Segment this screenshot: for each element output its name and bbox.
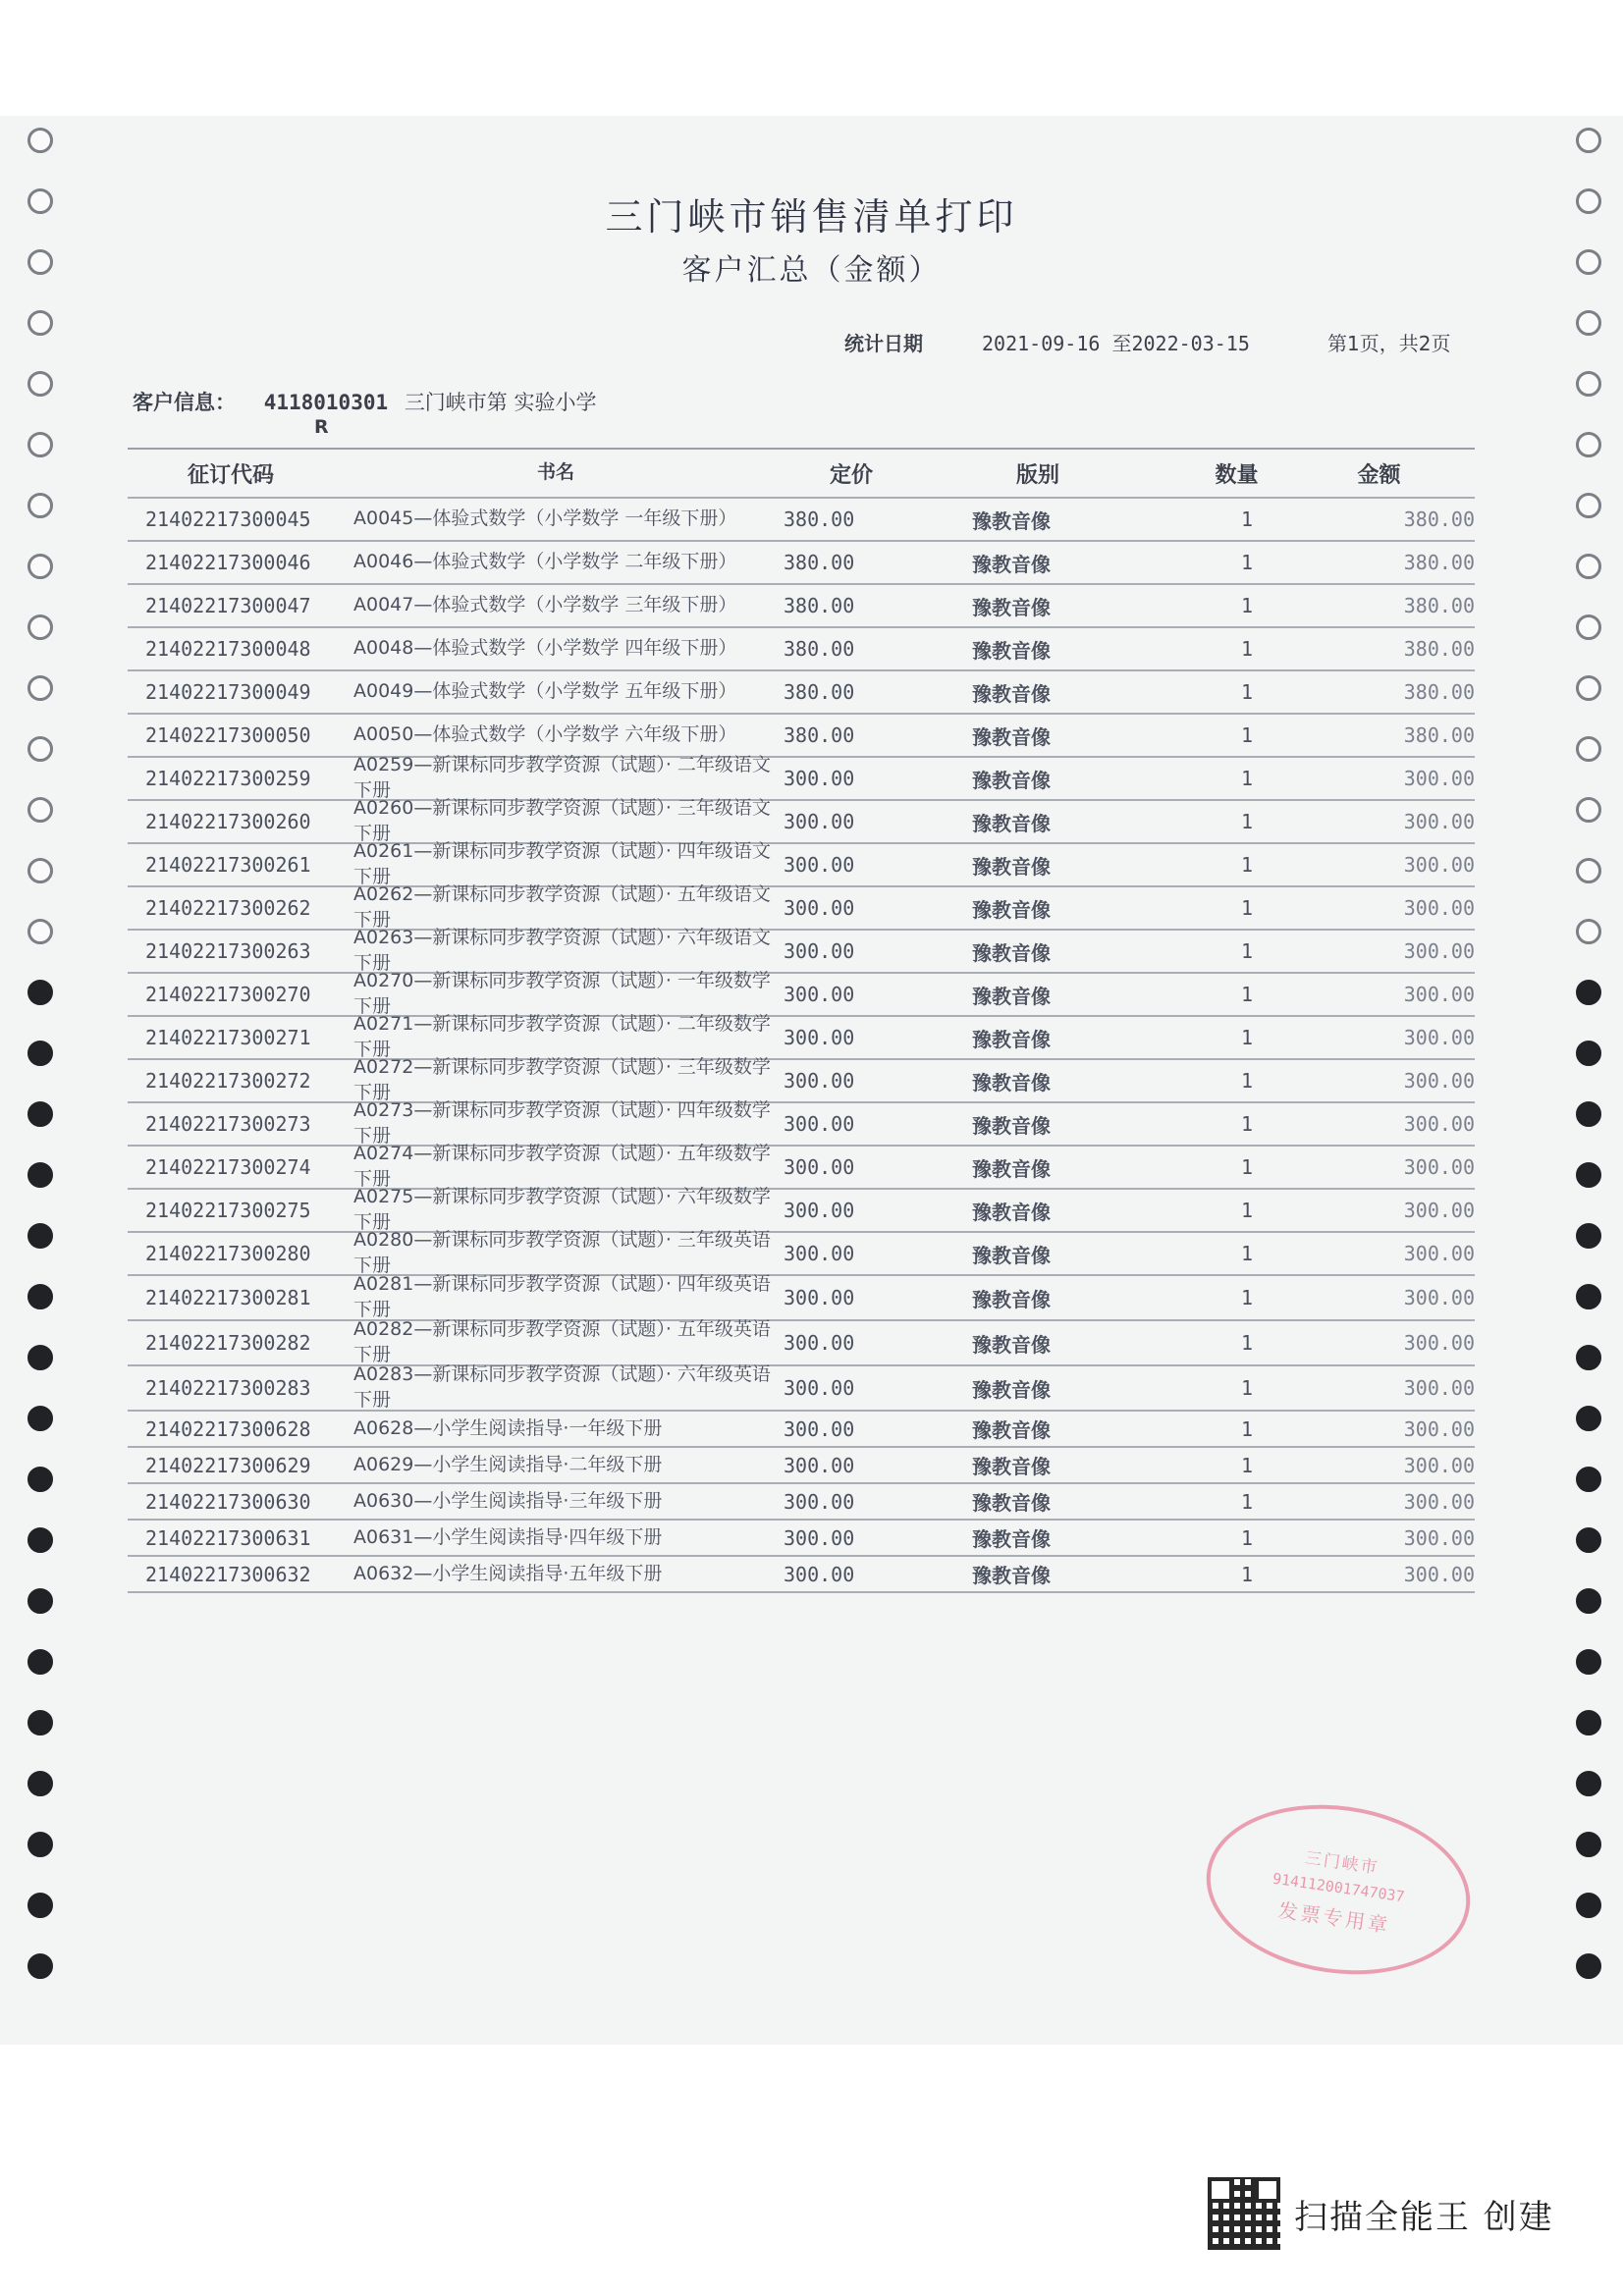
table-row xyxy=(128,1363,1475,1412)
row-price: 300.00 xyxy=(784,1453,855,1477)
row-price: 300.00 xyxy=(784,767,855,790)
row-qty: 1 xyxy=(1241,1242,1254,1265)
row-publisher: 豫教音像 xyxy=(972,724,1051,749)
table-row xyxy=(128,542,1475,585)
stat-date-range: 2021-09-16 至2022-03-15 xyxy=(982,332,1250,355)
row-name: A0630—小学生阅读指导·三年级下册 xyxy=(353,1489,663,1512)
feed-hole-icon xyxy=(27,1771,53,1796)
row-name: A0271—新课标同步教学资源（试题）· 二年级数学下册 xyxy=(353,1013,771,1060)
row-amount: 300.00 xyxy=(1403,1331,1475,1355)
row-name: A0050—体验式数学（小学数学 六年级下册） xyxy=(353,723,737,746)
feed-hole-icon xyxy=(27,1527,53,1553)
feed-hole-icon xyxy=(27,128,53,153)
row-code: 21402217300049 xyxy=(145,680,311,704)
row-name: A0273—新课标同步教学资源（试题）· 四年级数学下册 xyxy=(353,1099,771,1147)
row-amount: 300.00 xyxy=(1403,1453,1475,1477)
row-publisher: 豫教音像 xyxy=(972,1027,1051,1051)
row-amount: 300.00 xyxy=(1403,983,1475,1006)
row-publisher: 豫教音像 xyxy=(972,1418,1051,1442)
row-qty: 1 xyxy=(1241,939,1254,963)
feed-hole-icon xyxy=(1576,1953,1601,1979)
row-publisher: 豫教音像 xyxy=(972,1156,1051,1181)
table-row xyxy=(128,499,1475,542)
row-amount: 300.00 xyxy=(1403,810,1475,833)
table-row xyxy=(128,1229,1475,1276)
row-qty: 1 xyxy=(1241,637,1254,661)
row-name: A0261—新课标同步教学资源（试题）· 四年级语文下册 xyxy=(353,840,771,887)
row-price: 300.00 xyxy=(784,1199,855,1222)
row-name: A0281—新课标同步教学资源（试题）· 四年级英语下册 xyxy=(353,1273,771,1320)
row-qty: 1 xyxy=(1241,680,1254,704)
row-name: A0631—小学生阅读指导·四年级下册 xyxy=(353,1525,663,1548)
row-price: 380.00 xyxy=(784,507,855,531)
row-name: A0632—小学生阅读指导·五年级下册 xyxy=(353,1562,663,1584)
row-amount: 380.00 xyxy=(1403,594,1475,617)
row-amount: 300.00 xyxy=(1403,1155,1475,1179)
feed-hole-icon xyxy=(27,1710,53,1735)
header-publisher: 版别 xyxy=(1015,462,1059,488)
row-code: 21402217300262 xyxy=(145,896,311,920)
feed-hole-icon xyxy=(1576,1588,1601,1614)
row-amount: 380.00 xyxy=(1403,723,1475,747)
row-code: 21402217300629 xyxy=(145,1453,311,1477)
row-price: 300.00 xyxy=(784,1155,855,1179)
scanner-watermark xyxy=(1208,2177,1554,2250)
feed-hole-icon xyxy=(1576,128,1601,153)
row-price: 380.00 xyxy=(784,594,855,617)
feed-hole-icon xyxy=(1576,1284,1601,1309)
table-row xyxy=(128,1448,1475,1484)
feed-hole-icon xyxy=(1576,310,1601,336)
row-name: A0270—新课标同步教学资源（试题）· 一年级数学下册 xyxy=(353,970,771,1017)
left-tractor-feed-strip xyxy=(10,128,69,2042)
row-amount: 380.00 xyxy=(1403,551,1475,574)
row-publisher: 豫教音像 xyxy=(972,508,1051,533)
row-qty: 1 xyxy=(1241,853,1254,877)
table-row xyxy=(128,1056,1475,1103)
row-publisher: 豫教音像 xyxy=(972,552,1051,576)
row-name: A0262—新课标同步教学资源（试题）· 五年级语文下册 xyxy=(353,883,771,931)
row-amount: 300.00 xyxy=(1403,1286,1475,1309)
feed-hole-icon xyxy=(27,310,53,336)
table-row xyxy=(128,1099,1475,1147)
feed-hole-icon xyxy=(27,1649,53,1675)
row-amount: 380.00 xyxy=(1403,637,1475,661)
row-amount: 300.00 xyxy=(1403,1112,1475,1136)
feed-hole-icon xyxy=(1576,371,1601,397)
row-price: 300.00 xyxy=(784,810,855,833)
table-row xyxy=(128,927,1475,974)
feed-hole-icon xyxy=(27,614,53,640)
row-code: 21402217300283 xyxy=(145,1376,311,1400)
row-publisher: 豫教音像 xyxy=(972,1491,1051,1515)
row-name: A0260—新课标同步教学资源（试题）· 三年级语文下册 xyxy=(353,797,771,844)
table-row xyxy=(128,797,1475,844)
feed-hole-icon xyxy=(1576,1223,1601,1249)
header-price: 定价 xyxy=(829,462,873,488)
feed-hole-icon xyxy=(27,919,53,944)
sales-table xyxy=(128,448,1475,1593)
row-publisher: 豫教音像 xyxy=(972,854,1051,879)
row-name: A0049—体验式数学（小学数学 五年级下册） xyxy=(353,680,737,703)
row-publisher: 豫教音像 xyxy=(972,1332,1051,1357)
row-publisher: 豫教音像 xyxy=(972,1070,1051,1095)
row-amount: 300.00 xyxy=(1403,1416,1475,1441)
row-code: 21402217300048 xyxy=(145,637,311,661)
feed-hole-icon xyxy=(1576,1527,1601,1553)
row-amount: 300.00 xyxy=(1403,1026,1475,1049)
row-qty: 1 xyxy=(1241,1416,1254,1441)
row-amount: 380.00 xyxy=(1403,680,1475,704)
row-price: 380.00 xyxy=(784,551,855,574)
row-code: 21402217300628 xyxy=(145,1416,311,1441)
row-publisher: 豫教音像 xyxy=(972,1287,1051,1311)
row-code: 21402217300046 xyxy=(145,551,311,574)
row-code: 21402217300260 xyxy=(145,810,311,833)
row-qty: 1 xyxy=(1241,507,1254,531)
feed-hole-icon xyxy=(1576,1467,1601,1492)
row-amount: 300.00 xyxy=(1403,1242,1475,1265)
table-row xyxy=(128,628,1475,671)
row-code: 21402217300272 xyxy=(145,1069,311,1093)
row-qty: 1 xyxy=(1241,1453,1254,1477)
row-code: 21402217300282 xyxy=(145,1331,311,1355)
table-row xyxy=(128,1521,1475,1557)
watermark-text: 扫描全能王 创建 xyxy=(1294,2197,1554,2237)
row-name: A0280—新课标同步教学资源（试题）· 三年级英语下册 xyxy=(353,1229,771,1276)
row-code: 21402217300261 xyxy=(145,853,311,877)
table-row xyxy=(128,970,1475,1017)
row-code: 21402217300050 xyxy=(145,723,311,747)
table-row xyxy=(128,1557,1475,1593)
row-qty: 1 xyxy=(1241,1199,1254,1222)
row-name: A0045—体验式数学（小学数学 一年级下册） xyxy=(353,507,737,530)
customer-suffix: R xyxy=(314,416,329,438)
row-amount: 300.00 xyxy=(1403,1489,1475,1514)
row-name: A0274—新课标同步教学资源（试题）· 五年级数学下册 xyxy=(353,1143,771,1190)
feed-hole-icon xyxy=(27,736,53,762)
row-publisher: 豫教音像 xyxy=(972,1243,1051,1267)
row-price: 380.00 xyxy=(784,680,855,704)
row-qty: 1 xyxy=(1241,1489,1254,1514)
stamp-line1: 三门峡市 xyxy=(1303,1848,1380,1879)
row-publisher: 豫教音像 xyxy=(972,1527,1051,1551)
row-name: A0047—体验式数学（小学数学 三年级下册） xyxy=(353,594,737,616)
row-name: A0048—体验式数学（小学数学 四年级下册） xyxy=(353,637,737,660)
row-qty: 1 xyxy=(1241,1155,1254,1179)
row-qty: 1 xyxy=(1241,1376,1254,1400)
feed-hole-icon xyxy=(27,1832,53,1857)
row-name: A0629—小学生阅读指导·二年级下册 xyxy=(353,1453,663,1475)
row-code: 21402217300280 xyxy=(145,1242,311,1265)
row-qty: 1 xyxy=(1241,594,1254,617)
row-publisher: 豫教音像 xyxy=(972,1455,1051,1478)
row-qty: 1 xyxy=(1241,1562,1254,1586)
feed-hole-icon xyxy=(1576,432,1601,457)
row-qty: 1 xyxy=(1241,1286,1254,1309)
row-code: 21402217300045 xyxy=(145,507,311,531)
feed-hole-icon xyxy=(1576,980,1601,1005)
row-publisher: 豫教音像 xyxy=(972,1113,1051,1138)
feed-hole-icon xyxy=(27,1162,53,1188)
row-code: 21402217300271 xyxy=(145,1026,311,1049)
document-subtitle: 客户汇总（金额） xyxy=(681,253,942,288)
feed-hole-icon xyxy=(1576,1406,1601,1431)
table-row xyxy=(128,1318,1475,1366)
row-amount: 380.00 xyxy=(1403,507,1475,531)
row-name: A0283—新课标同步教学资源（试题）· 六年级英语下册 xyxy=(353,1363,771,1411)
feed-hole-icon xyxy=(27,1284,53,1309)
row-name: A0628—小学生阅读指导·一年级下册 xyxy=(353,1416,663,1439)
row-publisher: 豫教音像 xyxy=(972,1564,1051,1587)
row-name: A0259—新课标同步教学资源（试题）· 二年级语文下册 xyxy=(353,754,771,801)
table-row xyxy=(128,840,1475,887)
table-row xyxy=(128,1013,1475,1060)
feed-hole-icon xyxy=(1576,493,1601,518)
row-amount: 300.00 xyxy=(1403,1199,1475,1222)
row-publisher: 豫教音像 xyxy=(972,984,1051,1008)
row-price: 300.00 xyxy=(784,1112,855,1136)
feed-hole-icon xyxy=(27,1041,53,1066)
row-code: 21402217300273 xyxy=(145,1112,311,1136)
row-amount: 300.00 xyxy=(1403,1376,1475,1400)
row-qty: 1 xyxy=(1241,810,1254,833)
row-price: 300.00 xyxy=(784,1376,855,1400)
table-row xyxy=(128,883,1475,931)
row-qty: 1 xyxy=(1241,1112,1254,1136)
feed-hole-icon xyxy=(1576,554,1601,579)
header-code: 征订代码 xyxy=(187,461,274,488)
feed-hole-icon xyxy=(1576,1893,1601,1918)
row-publisher: 豫教音像 xyxy=(972,638,1051,663)
document-title: 三门峡市销售清单打印 xyxy=(605,195,1018,239)
feed-hole-icon xyxy=(1576,919,1601,944)
row-price: 300.00 xyxy=(784,853,855,877)
row-name: A0272—新课标同步教学资源（试题）· 三年级数学下册 xyxy=(353,1056,771,1103)
row-price: 300.00 xyxy=(784,1489,855,1514)
feed-hole-icon xyxy=(27,493,53,518)
row-price: 300.00 xyxy=(784,1286,855,1309)
feed-hole-icon xyxy=(27,554,53,579)
feed-hole-icon xyxy=(1576,736,1601,762)
table-row xyxy=(128,1143,1475,1190)
table-header xyxy=(128,450,1475,499)
row-amount: 300.00 xyxy=(1403,939,1475,963)
row-publisher: 豫教音像 xyxy=(972,811,1051,835)
row-amount: 300.00 xyxy=(1403,853,1475,877)
feed-hole-icon xyxy=(27,1953,53,1979)
row-code: 21402217300274 xyxy=(145,1155,311,1179)
feed-hole-icon xyxy=(27,1588,53,1614)
row-code: 21402217300281 xyxy=(145,1286,311,1309)
row-qty: 1 xyxy=(1241,1026,1254,1049)
row-price: 300.00 xyxy=(784,1416,855,1441)
feed-hole-icon xyxy=(1576,858,1601,883)
row-price: 380.00 xyxy=(784,637,855,661)
row-name: A0263—新课标同步教学资源（试题）· 六年级语文下册 xyxy=(353,927,771,974)
header-qty: 数量 xyxy=(1215,462,1259,488)
table-row xyxy=(128,1273,1475,1321)
table-row xyxy=(128,585,1475,628)
row-price: 300.00 xyxy=(784,983,855,1006)
feed-hole-icon xyxy=(1576,675,1601,701)
row-price: 380.00 xyxy=(784,723,855,747)
stamp-line2: 发票专用章 xyxy=(1276,1897,1392,1938)
feed-hole-icon xyxy=(27,1223,53,1249)
row-publisher: 豫教音像 xyxy=(972,1377,1051,1402)
row-code: 21402217300263 xyxy=(145,939,311,963)
row-amount: 300.00 xyxy=(1403,767,1475,790)
row-qty: 1 xyxy=(1241,767,1254,790)
feed-hole-icon xyxy=(27,797,53,823)
row-publisher: 豫教音像 xyxy=(972,1200,1051,1224)
row-amount: 300.00 xyxy=(1403,1562,1475,1586)
row-name: A0282—新课标同步教学资源（试题）· 五年级英语下册 xyxy=(353,1318,771,1365)
row-price: 300.00 xyxy=(784,1331,855,1355)
customer-label: 客户信息： xyxy=(133,391,236,414)
row-price: 300.00 xyxy=(784,1562,855,1586)
row-code: 21402217300047 xyxy=(145,594,311,617)
feed-hole-icon xyxy=(1576,1101,1601,1127)
stat-date-label: 统计日期 xyxy=(844,332,923,355)
customer-code: 4118010301 xyxy=(263,391,389,414)
feed-hole-icon xyxy=(1576,1345,1601,1370)
row-amount: 300.00 xyxy=(1403,1069,1475,1093)
row-price: 300.00 xyxy=(784,1525,855,1550)
row-price: 300.00 xyxy=(784,1026,855,1049)
table-row xyxy=(128,754,1475,801)
row-price: 300.00 xyxy=(784,1242,855,1265)
row-qty: 1 xyxy=(1241,1331,1254,1355)
row-qty: 1 xyxy=(1241,1525,1254,1550)
row-name: A0275—新课标同步教学资源（试题）· 六年级数学下册 xyxy=(353,1186,771,1233)
row-code: 21402217300632 xyxy=(145,1562,311,1586)
row-qty: 1 xyxy=(1241,723,1254,747)
customer-info xyxy=(133,387,597,416)
row-amount: 300.00 xyxy=(1403,1525,1475,1550)
row-code: 21402217300630 xyxy=(145,1489,311,1514)
right-tractor-feed-strip xyxy=(1564,128,1623,2042)
row-publisher: 豫教音像 xyxy=(972,940,1051,965)
row-publisher: 豫教音像 xyxy=(972,595,1051,619)
qr-code-icon xyxy=(1208,2177,1280,2250)
row-publisher: 豫教音像 xyxy=(972,768,1051,792)
table-row xyxy=(128,715,1475,758)
feed-hole-icon xyxy=(27,980,53,1005)
page-info: 第1页，共2页 xyxy=(1327,332,1451,355)
feed-hole-icon xyxy=(27,675,53,701)
header-name: 书名 xyxy=(536,461,574,484)
row-publisher: 豫教音像 xyxy=(972,897,1051,922)
row-price: 300.00 xyxy=(784,896,855,920)
row-qty: 1 xyxy=(1241,983,1254,1006)
stamp-number: 914112001747037 xyxy=(1271,1869,1406,1906)
table-body xyxy=(128,499,1475,1593)
feed-hole-icon xyxy=(1576,1832,1601,1857)
feed-hole-icon xyxy=(27,858,53,883)
table-row xyxy=(128,1186,1475,1233)
table-row xyxy=(128,1484,1475,1521)
feed-hole-icon xyxy=(1576,797,1601,823)
feed-hole-icon xyxy=(1576,1649,1601,1675)
customer-name: 三门峡市第 实验小学 xyxy=(404,391,597,414)
feed-hole-icon xyxy=(27,432,53,457)
row-name: A0046—体验式数学（小学数学 二年级下册） xyxy=(353,551,737,573)
row-code: 21402217300631 xyxy=(145,1525,311,1550)
row-code: 21402217300270 xyxy=(145,983,311,1006)
row-code: 21402217300275 xyxy=(145,1199,311,1222)
row-qty: 1 xyxy=(1241,896,1254,920)
feed-hole-icon xyxy=(1576,614,1601,640)
table-row xyxy=(128,1412,1475,1448)
feed-hole-icon xyxy=(27,1406,53,1431)
feed-hole-icon xyxy=(27,371,53,397)
row-qty: 1 xyxy=(1241,1069,1254,1093)
feed-hole-icon xyxy=(27,1345,53,1370)
feed-hole-icon xyxy=(27,1101,53,1127)
table-row xyxy=(128,671,1475,715)
row-price: 300.00 xyxy=(784,1069,855,1093)
row-code: 21402217300259 xyxy=(145,767,311,790)
header-amount: 金额 xyxy=(1357,462,1401,488)
feed-hole-icon xyxy=(27,1467,53,1492)
feed-hole-icon xyxy=(1576,1041,1601,1066)
feed-hole-icon xyxy=(27,1893,53,1918)
feed-hole-icon xyxy=(1576,1162,1601,1188)
row-price: 300.00 xyxy=(784,939,855,963)
row-publisher: 豫教音像 xyxy=(972,681,1051,706)
feed-hole-icon xyxy=(1576,1771,1601,1796)
row-qty: 1 xyxy=(1241,551,1254,574)
feed-hole-icon xyxy=(1576,1710,1601,1735)
row-amount: 300.00 xyxy=(1403,896,1475,920)
